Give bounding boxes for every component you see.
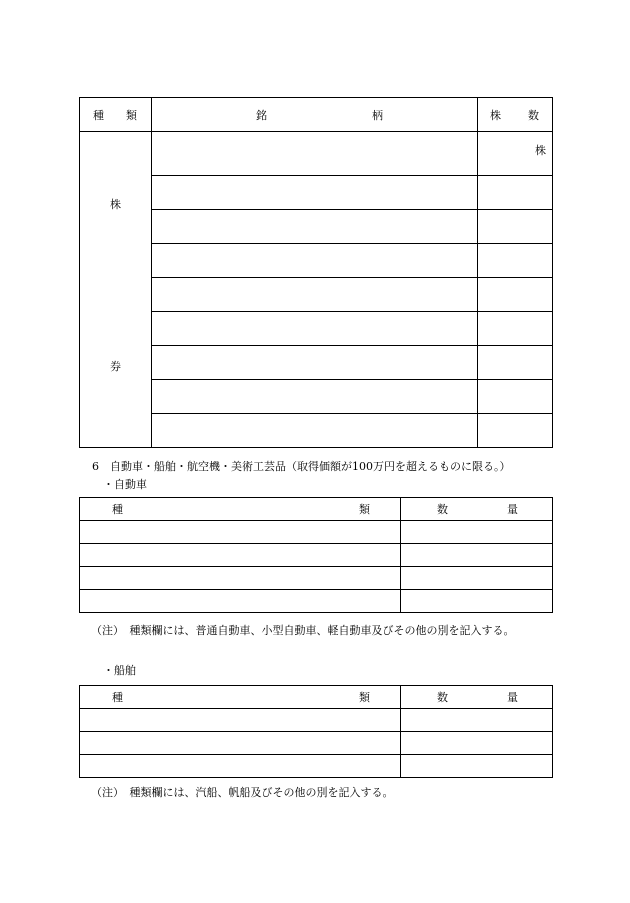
stock-table bbox=[79, 97, 553, 448]
table-row bbox=[80, 544, 553, 567]
kind-cell bbox=[80, 132, 152, 448]
header-kind: 種 類 bbox=[80, 686, 401, 709]
brand-cell[interactable] bbox=[152, 414, 478, 448]
header-quantity: 数 量 bbox=[401, 498, 553, 521]
shares-cell[interactable] bbox=[478, 278, 553, 312]
table-row bbox=[80, 709, 553, 732]
kind-cell[interactable] bbox=[80, 544, 401, 567]
brand-cell[interactable] bbox=[152, 278, 478, 312]
quantity-cell[interactable] bbox=[401, 732, 553, 755]
car-note: （注） 種類欄には、普通自動車、小型自動車、軽自動車及びその他の別を記入する。 bbox=[91, 624, 515, 637]
kind-cell[interactable] bbox=[80, 521, 401, 544]
header-quantity: 数 量 bbox=[401, 686, 553, 709]
brand-cell[interactable] bbox=[152, 312, 478, 346]
shares-cell[interactable] bbox=[478, 380, 553, 414]
kind-label-bottom: 券 bbox=[110, 360, 121, 373]
ship-subheading: ・船舶 bbox=[103, 664, 136, 677]
quantity-cell[interactable] bbox=[401, 709, 553, 732]
table-row bbox=[80, 755, 553, 778]
brand-cell[interactable] bbox=[152, 380, 478, 414]
car-table bbox=[79, 497, 553, 613]
ship-header-row bbox=[80, 686, 553, 709]
shares-cell[interactable] bbox=[478, 414, 553, 448]
brand-cell[interactable] bbox=[152, 346, 478, 380]
table-row bbox=[80, 567, 553, 590]
ship-note: （注） 種類欄には、汽船、帆船及びその他の別を記入する。 bbox=[91, 786, 394, 799]
shares-cell[interactable] bbox=[478, 210, 553, 244]
quantity-cell[interactable] bbox=[401, 567, 553, 590]
kind-cell[interactable] bbox=[80, 709, 401, 732]
brand-cell[interactable] bbox=[152, 132, 478, 176]
kind-cell[interactable] bbox=[80, 590, 401, 613]
header-kind: 種 類 bbox=[80, 498, 401, 521]
table-row bbox=[80, 590, 553, 613]
shares-cell[interactable] bbox=[478, 346, 553, 380]
kind-label-top: 株 bbox=[110, 198, 121, 211]
kind-cell[interactable] bbox=[80, 755, 401, 778]
quantity-cell[interactable] bbox=[401, 590, 553, 613]
header-kind: 種 類 bbox=[80, 98, 152, 132]
kind-cell[interactable] bbox=[80, 732, 401, 755]
brand-cell[interactable] bbox=[152, 210, 478, 244]
ship-table bbox=[79, 685, 553, 778]
table-row bbox=[80, 521, 553, 544]
shares-cell[interactable] bbox=[478, 176, 553, 210]
kind-cell[interactable] bbox=[80, 567, 401, 590]
section-heading: 6 自動車・船舶・航空機・美術工芸品（取得価額が100万円を超えるものに限る。） bbox=[92, 460, 511, 473]
header-shares: 株 数 bbox=[478, 98, 553, 132]
header-brand: 銘 柄 bbox=[152, 98, 478, 132]
table-row bbox=[80, 132, 553, 176]
shares-cell[interactable] bbox=[478, 244, 553, 278]
shares-unit: 株 bbox=[535, 144, 546, 157]
quantity-cell[interactable] bbox=[401, 755, 553, 778]
car-subheading: ・自動車 bbox=[103, 478, 147, 491]
quantity-cell[interactable] bbox=[401, 521, 553, 544]
shares-cell[interactable] bbox=[478, 312, 553, 346]
brand-cell[interactable] bbox=[152, 244, 478, 278]
table-row bbox=[80, 732, 553, 755]
shares-cell[interactable] bbox=[478, 132, 553, 176]
quantity-cell[interactable] bbox=[401, 544, 553, 567]
brand-cell[interactable] bbox=[152, 176, 478, 210]
car-header-row bbox=[80, 498, 553, 521]
stock-header-row bbox=[80, 98, 553, 132]
